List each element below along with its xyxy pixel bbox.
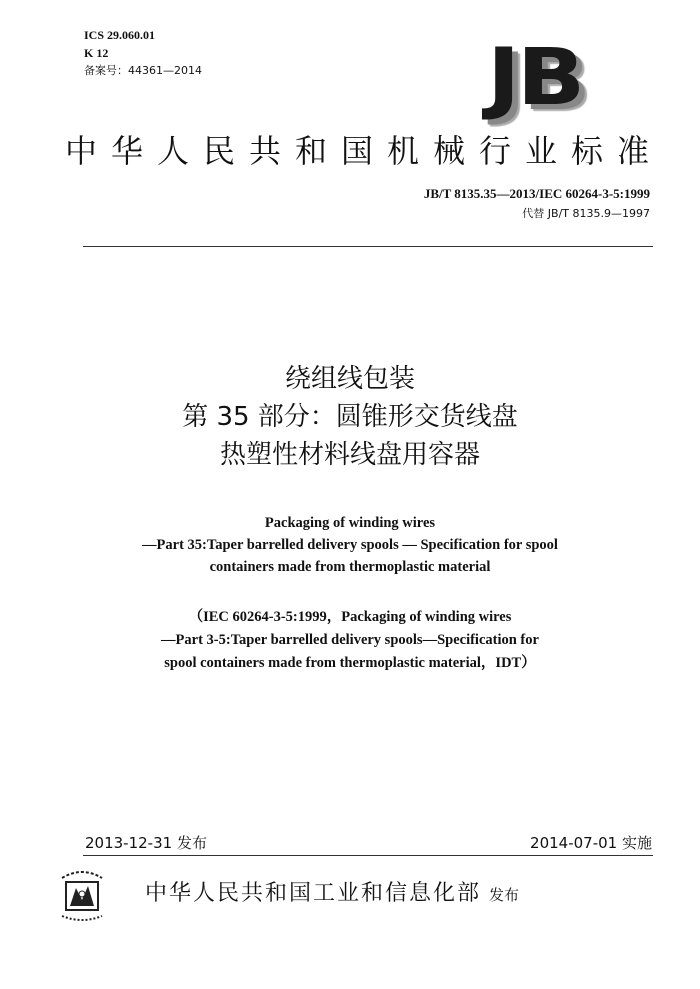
iec-equivalence-note: [0, 606, 700, 675]
publisher-name: 中华人民共和国工业和信息化部: [145, 881, 482, 906]
record-number: 备案号：44361—2014: [84, 64, 202, 77]
standard-code: JB/T 8135.35—2013/IEC 60264-3-5:1999: [423, 186, 650, 201]
english-title-line: —Part 35:Taper barrelled delivery spools — Specification for spool: [142, 537, 558, 553]
chinese-title-line: 第 35 部分：圆锥形交货线盘: [182, 402, 518, 432]
implementation-date: 2014-07-01 实施: [530, 834, 652, 852]
jb-logo: JB: [487, 33, 582, 123]
english-title-line: containers made from thermoplastic material: [209, 559, 491, 575]
english-title-line: Packaging of winding wires: [264, 515, 436, 531]
iec-note-line: —Part 3-5:Taper barrelled delivery spools—Specification for: [161, 632, 539, 648]
ministry-emblem-icon: [56, 866, 108, 926]
standard-type-title: 中华人民共和国机械行业标准: [64, 132, 663, 170]
chinese-title: [0, 360, 700, 474]
chinese-title-line: 热塑性材料线盘用容器: [219, 440, 480, 470]
category-code: K 12: [84, 46, 109, 60]
bottom-divider: [83, 855, 653, 856]
iec-note-line: （IEC 60264-3-5:1999，Packaging of winding wires: [188, 609, 512, 625]
ics-code: ICS 29.060.01: [84, 28, 156, 42]
english-title: [0, 512, 700, 578]
standard-code-block: [424, 186, 650, 221]
classification-block: [84, 26, 202, 80]
issue-date: 2013-12-31 发布: [85, 834, 207, 852]
top-divider: [83, 246, 653, 247]
replaces-standard: 代替 JB/T 8135.9—1997: [522, 207, 650, 220]
chinese-title-line: 绕组线包装: [284, 364, 415, 394]
publisher: [145, 876, 519, 907]
publisher-suffix: 发布: [489, 886, 520, 904]
iec-note-line: spool containers made from thermoplastic material，IDT）: [164, 655, 536, 671]
